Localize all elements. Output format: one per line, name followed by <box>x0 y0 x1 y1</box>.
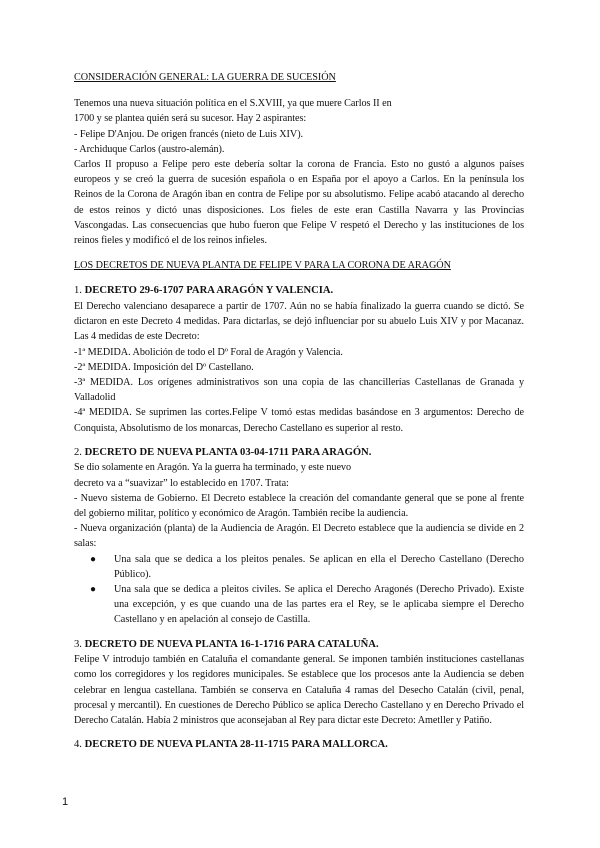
s2-paragraph-1: - Nuevo sistema de Gobierno. El Decreto establece la creación del comandante general que se pone al frente del gobierno militar, político y económico de Aragón. También recibe la audiencia. <box>74 492 524 520</box>
s1-heading <box>74 283 524 299</box>
s2-number: 2. <box>74 446 82 458</box>
s4-heading <box>74 737 524 753</box>
s1-measure-3: -3ª MEDIDA. Los orígenes administrativos son una copia de las chancillerías Castellanas de Granada y Valladolid <box>74 377 524 404</box>
s3-heading <box>74 637 524 653</box>
s1-measure-2: -2ª MEDIDA. Imposición del Dº Castellano. <box>74 361 254 373</box>
s1-measure-1: -1ª MEDIDA. Abolición de todo el Dº Foral de Aragón y Valencia. <box>74 346 343 358</box>
s1-paragraph: El Derecho valenciano desaparece a partir de 1707. Aún no se había finalizado la guerra cuando se dictó. Se dictaron en este Decreto 4 medidas. Para dictarlas, se dejó influenciar por su abuelo Luis XIV y por Macanaz. Las 4 medidas de este Decreto: <box>74 301 524 343</box>
s4-title: DECRETO DE NUEVA PLANTA 28-11-1715 PARA MALLORCA. <box>84 739 388 751</box>
s4-number: 4. <box>74 739 82 751</box>
s3-number: 3. <box>74 638 82 650</box>
s2-title: DECRETO DE NUEVA PLANTA 03-04-1711 PARA ARAGÓN. <box>84 446 372 458</box>
s2-heading <box>74 445 524 461</box>
s2-bullet-2 <box>90 582 524 628</box>
intro-line-2: 1700 y se plantea quién será su sucesor. Hay 2 aspirantes: <box>74 113 307 125</box>
section-title: LOS DECRETOS DE NUEVA PLANTA DE FELIPE V PARA LA CORONA DE ARAGÓN <box>74 260 451 272</box>
s2-bullet-2-text: Una sala que se dedica a pleitos civiles. Se aplica el Derecho Aragonés (Derecho Privado). Existe una excepción, y es que cuando una de las partes era el Rey, se le aplicaba siempre el Derecho Castellano y en apelación al consejo de Castilla. <box>114 584 524 626</box>
s1-measure-4: -4ª MEDIDA. Se suprimen las cortes.Felipe V tomó estas medidas basándose en 3 argumentos: Derecho de Conquista, Absolutismo de los monarcas, Derecho Castellano es superior al resto. <box>74 407 524 434</box>
s2-bullet-1-text: Una sala que se dedica a los pleitos penales. Se aplican en ella el Derecho Castellano (Derecho Público). <box>114 553 524 580</box>
s1-number: 1. <box>74 285 82 297</box>
bullet-icon: ● <box>90 553 97 565</box>
intro-line-1: Tenemos una nueva situación política en el S.XVIII, ya que muere Carlos II en <box>74 98 392 110</box>
s2-line-2: decreto va a “suavizar” lo establecido en 1707. Trata: <box>74 477 289 489</box>
document-page <box>74 70 524 753</box>
s2-bullet-list <box>74 552 524 628</box>
intro-paragraph: Carlos II propuso a Felipe pero este debería soltar la corona de Francia. Esto no gustó a algunos países europeos y se creó la guerra de sucesión española o en España por el apoyo a Carlos. En la península los Reinos de la Corona de Aragón iban en contra de Felipe por su absolutismo. Felipe acabó atacando al derecho de estos reinos y dictó unas disposiciones. Los fieles de este eran Castilla Navarra y las Provincias Vascongadas. Las consecuencias que hubo fueron que Felipe V respetó el Derecho y las instituciones de los reinos fieles y modificó el de los reinos infieles. <box>74 159 524 247</box>
bullet-icon: ● <box>90 584 97 596</box>
s3-paragraph: Felipe V introdujo también en Cataluña el comandante general. Se imponen también instituciones castellanas como los corregidores y los regidores municipales. Se establece que los procesos ante la Audiencia se deben celebrar en lengua castellana. También se conserva en Cataluña 4 ramas del Desecho Catalán (civil, penal, procesal y mercantil). En cuestiones de Derecho Público se aplica Derecho Castellano y en Derecho Privado el Derecho Catalán. Había 2 ministros que aconsejaban al Rey para dictar este Decreto: Ametller y Patiño. <box>74 654 524 727</box>
s3-title: DECRETO DE NUEVA PLANTA 16-1-1716 PARA CATALUÑA. <box>84 638 379 650</box>
s2-line-1: Se dio solamente en Aragón. Ya la guerra ha terminado, y este nuevo <box>74 462 352 474</box>
intro-line-3: - Felipe D'Anjou. De origen francés (nieto de Luis XIV). <box>74 128 304 140</box>
intro-line-4: - Archiduque Carlos (austro-alemán). <box>74 143 225 155</box>
s2-bullet-1 <box>90 552 524 582</box>
s1-title: DECRETO 29-6-1707 PARA ARAGÓN Y VALENCIA. <box>84 285 334 297</box>
s2-paragraph-2: - Nueva organización (planta) de la Audiencia de Aragón. El Decreto establece que la audiencia se divide en 2 salas: <box>74 523 524 550</box>
intro-title: CONSIDERACIÓN GENERAL: LA GUERRA DE SUCESIÓN <box>74 72 336 83</box>
page-number: 1 <box>62 796 69 808</box>
